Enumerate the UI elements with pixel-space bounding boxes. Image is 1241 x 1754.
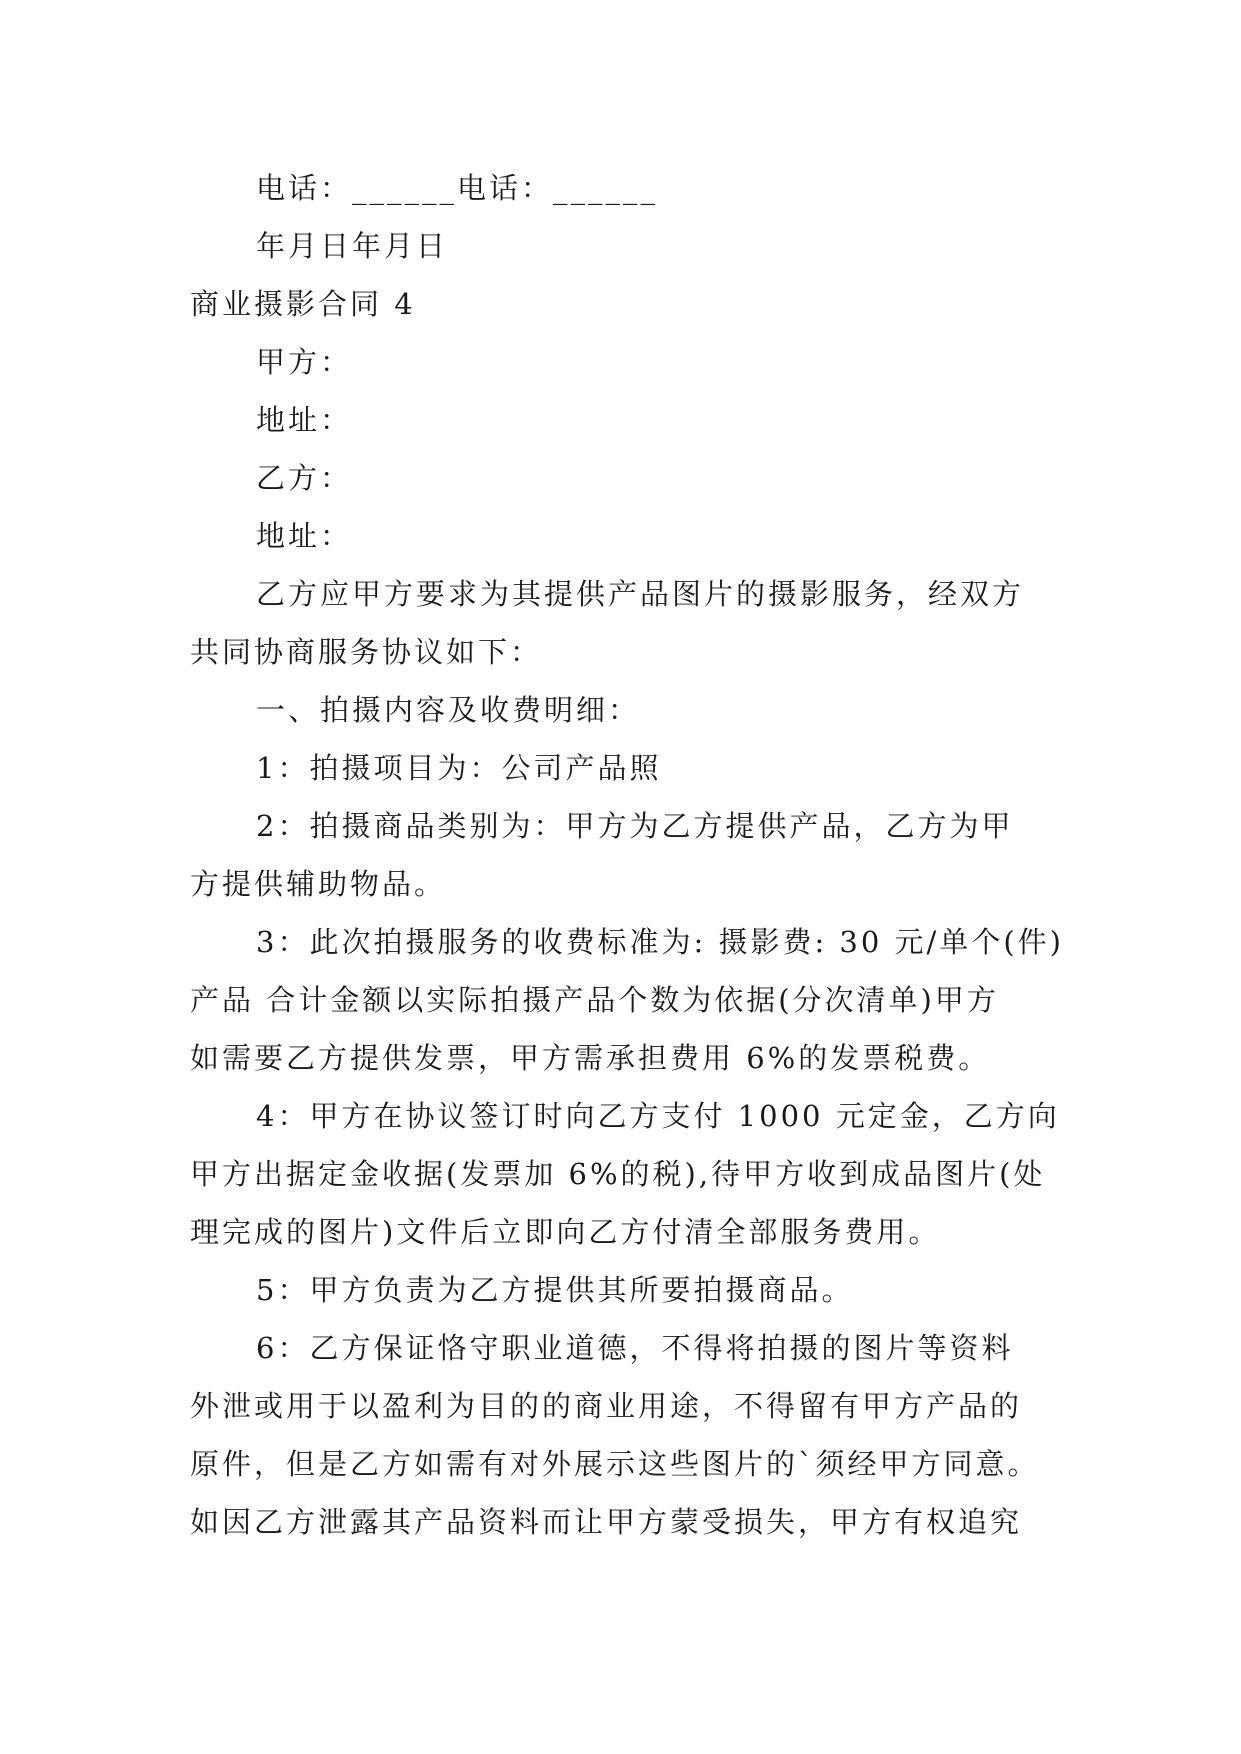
intro-paragraph-line: 共同协商服务协议如下： xyxy=(190,635,543,669)
clause-line: 如需要乙方提供发票，甲方需承担费用 6%的发票税费。 xyxy=(190,1041,991,1075)
clause-line: 理完成的图片)文件后立即向乙方付清全部服务费用。 xyxy=(190,1215,941,1249)
phone-line: 电话：______电话：______ xyxy=(256,171,659,205)
clause-line: 2：拍摄商品类别为：甲方为乙方提供产品，乙方为甲 xyxy=(256,809,1014,843)
clause-line: 5：甲方负责为乙方提供其所要拍摄商品。 xyxy=(256,1273,854,1307)
clause-line: 6：乙方保证恪守职业道德，不得将拍摄的图片等资料 xyxy=(256,1331,1014,1365)
intro-paragraph-line: 乙方应甲方要求为其提供产品图片的摄影服务，经双方 xyxy=(256,577,1025,611)
clause-line: 甲方出据定金收据(发票加 6%的税),待甲方收到成品图片(处 xyxy=(190,1157,1046,1191)
clause-line: 原件，但是乙方如需有对外展示这些图片的`须经甲方同意。 xyxy=(190,1447,1040,1481)
party-b-label: 乙方： xyxy=(256,461,353,495)
clause-line: 1：拍摄项目为：公司产品照 xyxy=(256,751,662,785)
clause-line: 如因乙方泄露其产品资料而让甲方蒙受损失，甲方有权追究 xyxy=(190,1505,1023,1539)
party-a-address-label: 地址： xyxy=(256,403,353,437)
contract-title: 商业摄影合同 4 xyxy=(190,287,416,321)
date-line: 年月日年月日 xyxy=(256,229,449,263)
section-heading: 一、拍摄内容及收费明细： xyxy=(256,693,641,727)
clause-line: 外泄或用于以盈利为目的的商业用途，不得留有甲方产品的 xyxy=(190,1389,1023,1423)
clause-line: 产品 合计金额以实际拍摄产品个数为依据(分次清单)甲方 xyxy=(190,983,999,1017)
clause-line: 4：甲方在协议签订时向乙方支付 1000 元定金，乙方向 xyxy=(256,1099,1060,1133)
party-a-label: 甲方： xyxy=(256,345,353,379)
party-b-address-label: 地址： xyxy=(256,519,353,553)
clause-line: 方提供辅助物品。 xyxy=(190,867,447,901)
clause-line: 3：此次拍摄服务的收费标准为: 摄影费: 30 元/单个(件) xyxy=(256,925,1064,959)
